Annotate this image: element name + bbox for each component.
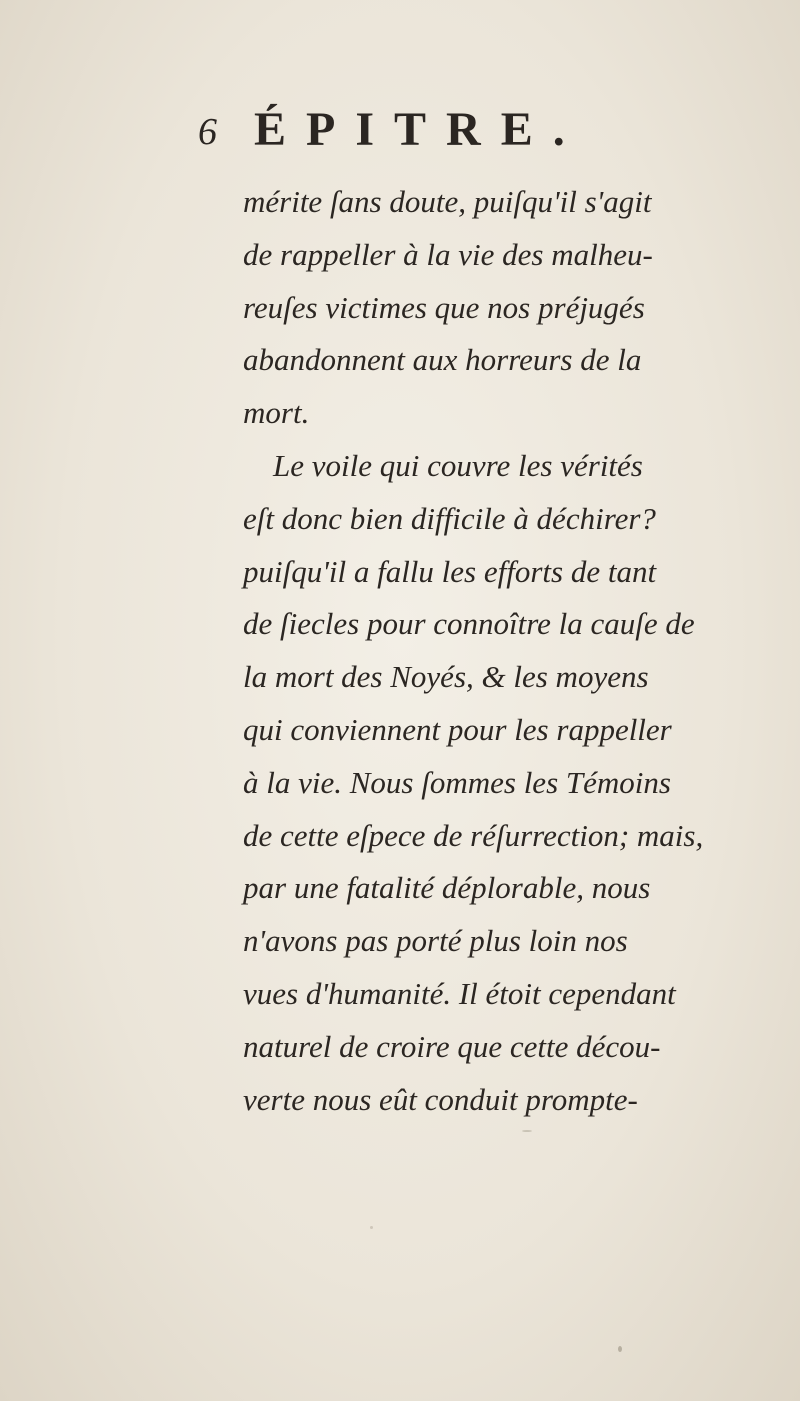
text-line: la mort des Noyés, & les moyens bbox=[243, 659, 649, 695]
text-line: de cette eſpece de réſurrection; mais, bbox=[243, 817, 704, 853]
text-line: puiſqu'il a fallu les efforts de tant bbox=[243, 553, 657, 589]
page-number: 6 bbox=[198, 111, 217, 153]
text-line: Le voile qui couvre les vérités bbox=[273, 447, 643, 483]
paper-speck bbox=[522, 1130, 532, 1132]
text-line: n'avons pas porté plus loin nos bbox=[243, 923, 628, 959]
text-line: verte nous eût conduit prompte- bbox=[243, 1081, 638, 1117]
text-line: qui conviennent pour les rappeller bbox=[243, 711, 672, 747]
text-line: de ſiecles pour connoître la cauſe de bbox=[243, 606, 695, 642]
text-line: à la vie. Nous ſommes les Témoins bbox=[243, 764, 671, 800]
body-text bbox=[243, 176, 704, 1126]
text-line: eſt donc bien difficile à déchirer? bbox=[243, 500, 656, 536]
text-line: mérite ſans doute, puiſqu'il s'agit bbox=[243, 184, 652, 219]
text-line: par une fatalité déplorable, nous bbox=[243, 870, 651, 906]
paper-speck bbox=[618, 1346, 622, 1352]
paper-speck bbox=[370, 1226, 373, 1229]
text-line: mort. bbox=[243, 395, 310, 431]
page-header bbox=[198, 96, 638, 166]
text-line: naturel de croire que cette décou- bbox=[243, 1028, 661, 1064]
running-title: ÉPITRE. bbox=[254, 103, 585, 156]
text-line: vues d'humanité. Il étoit cependant bbox=[243, 975, 676, 1011]
text-line: abandonnent aux horreurs de la bbox=[243, 342, 642, 378]
text-line: reuſes victimes que nos préjugés bbox=[243, 289, 645, 325]
text-line: de rappeller à la vie des malheu- bbox=[243, 236, 653, 272]
